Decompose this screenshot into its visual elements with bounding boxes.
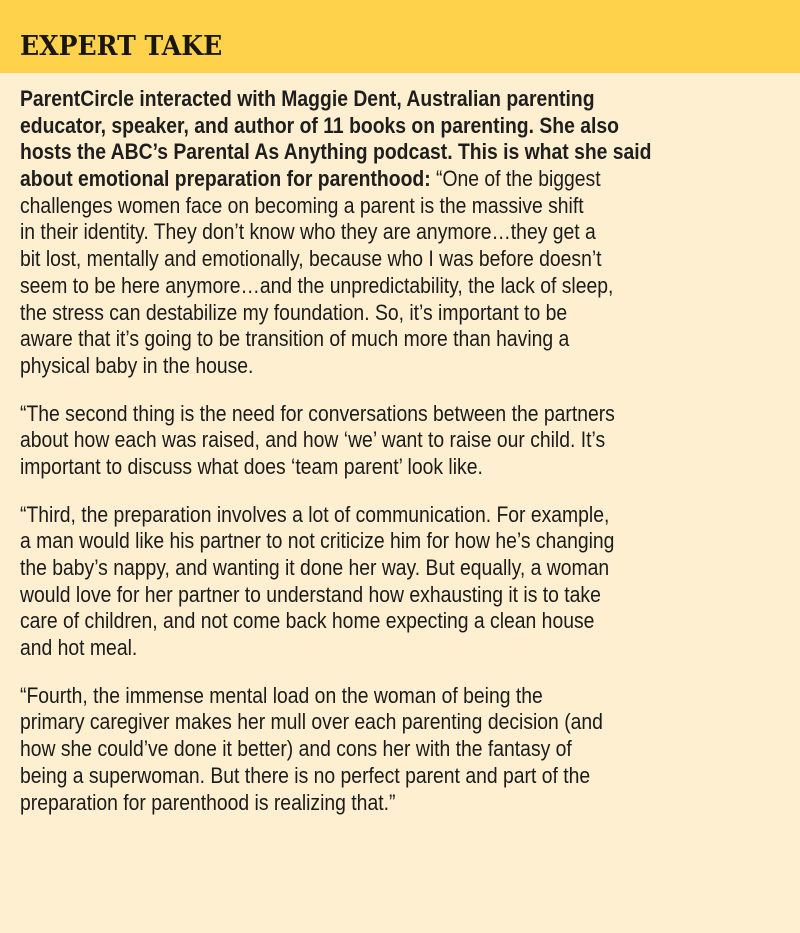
text-line: seem to be here anymore…and the unpredictability, the lack of sleep, — [20, 272, 614, 298]
quote-text: “One of the biggest — [430, 166, 601, 192]
expert-take-body — [20, 86, 800, 837]
text-line: about how each was raised, and how ‘we’ want to raise our child. It’s — [20, 427, 606, 453]
expert-take-header — [0, 0, 800, 73]
intro-text: hosts the ABC’s Parental As Anything podcast. This is what she said — [20, 139, 652, 165]
text-line: the stress can destabilize my foundation. So, it’s important to be — [20, 299, 568, 325]
section-title: EXPERT TAKE — [20, 31, 223, 62]
text-line: primary caregiver makes her mull over each parenting decision (and — [20, 709, 603, 735]
text-line: bit lost, mentally and emotionally, because who I was before doesn’t — [20, 246, 602, 272]
text-line: challenges women face on becoming a parent is the massive shift — [20, 192, 584, 218]
text-line: important to discuss what does ‘team parent’ look like. — [20, 453, 483, 479]
text-line: the baby’s nappy, and wanting it done her way. But equally, a woman — [20, 555, 610, 580]
paragraph-intro — [20, 86, 800, 380]
text-line: a man would like his partner to not criticize him for how he’s changing — [20, 528, 615, 554]
text-line: preparation for parenthood is realizing that.” — [20, 789, 396, 815]
text-line — [20, 139, 691, 166]
intro-text: ParentCircle interacted with Maggie Dent, Australian parenting — [20, 86, 595, 111]
text-line: “The second thing is the need for conversations between the partners — [20, 400, 615, 426]
text-line: in their identity. They don’t know who they are anymore…they get a — [20, 219, 596, 245]
intro-text: educator, speaker, and author of 11 books on parenting. She also — [20, 112, 619, 138]
paragraph-fourth-thing — [20, 683, 800, 816]
text-line: care of children, and not come back home expecting a clean house — [20, 608, 595, 634]
text-line: “Fourth, the immense mental load on the woman of being the — [20, 682, 543, 708]
intro-text: about emotional preparation for parenthood: — [20, 166, 431, 192]
paragraph-third-thing — [20, 502, 800, 662]
text-line: being a superwoman. But there is no perfect parent and part of the — [20, 762, 591, 788]
text-line — [20, 166, 691, 193]
text-line: how she could’ve done it better) and cons her with the fantasy of — [20, 736, 572, 762]
text-line: aware that it’s going to be transition of much more than having a — [20, 326, 570, 352]
text-line: would love for her partner to understand how exhausting it is to take — [20, 581, 601, 607]
paragraph-second-thing — [20, 401, 800, 481]
text-line — [20, 86, 691, 113]
text-line: physical baby in the house. — [20, 352, 254, 378]
text-line: and hot meal. — [20, 635, 138, 661]
text-line: “Third, the preparation involves a lot of communication. For example, — [20, 501, 610, 527]
text-line — [20, 113, 691, 140]
